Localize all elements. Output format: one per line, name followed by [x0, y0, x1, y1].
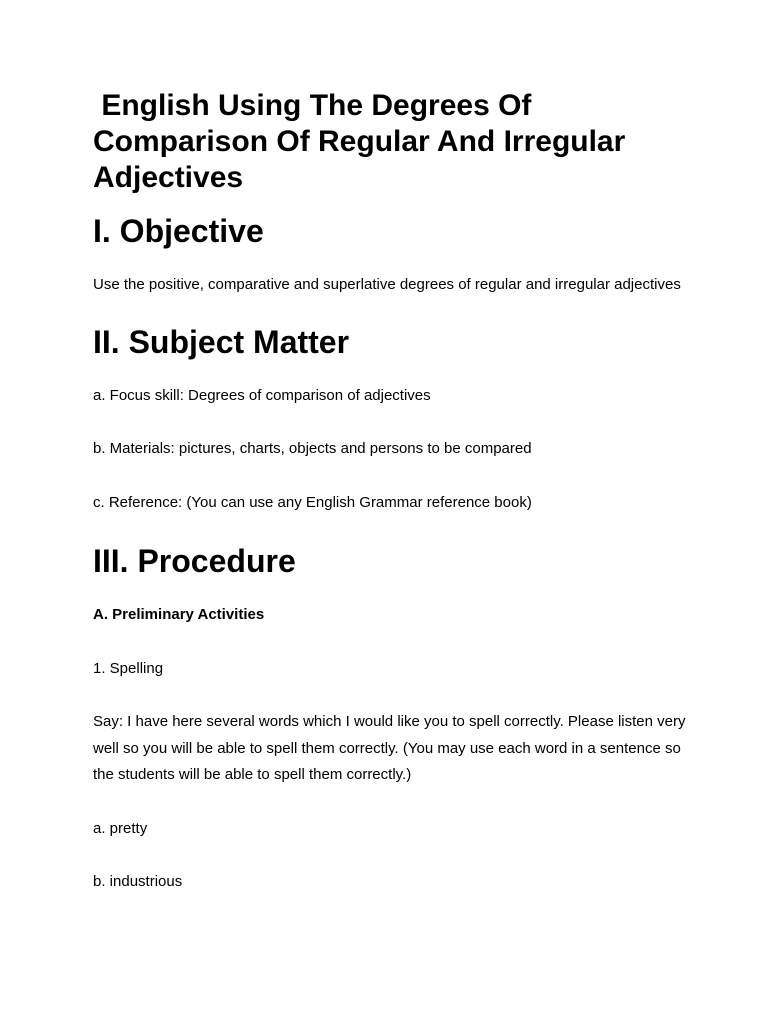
procedure-instruction: Say: I have here several words which I would like you to spell correctly. Please listen very well so you will be able to spell them correctly. (You may use each word in a sentence so the students will be able to spell them correctly.): [93, 713, 686, 783]
subject-matter-item-focus-skill: a. Focus skill: Degrees of comparison of adjectives: [93, 386, 431, 404]
spelling-word-industrious: b. industrious: [93, 873, 183, 890]
section-heading-subject-matter: II. Subject Matter: [93, 323, 350, 360]
objective-text: Use the positive, comparative and superlative degrees of regular and irregular adjectives: [93, 276, 681, 293]
procedure-subheading: A. Preliminary Activities: [93, 606, 265, 623]
spelling-word-pretty: a. pretty: [93, 819, 148, 837]
section-heading-objective: I. Objective: [93, 213, 264, 249]
document-title: English Using The Degrees Of Comparison Of Regular And Irregular Adjectives: [93, 89, 633, 194]
subject-matter-item-reference: c. Reference: (You can use any English Grammar reference book): [93, 493, 532, 511]
subject-matter-item-materials: b. Materials: pictures, charts, objects and persons to be compared: [93, 440, 532, 457]
section-heading-procedure: III. Procedure: [93, 543, 296, 579]
procedure-step-spelling: 1. Spelling: [93, 659, 164, 677]
